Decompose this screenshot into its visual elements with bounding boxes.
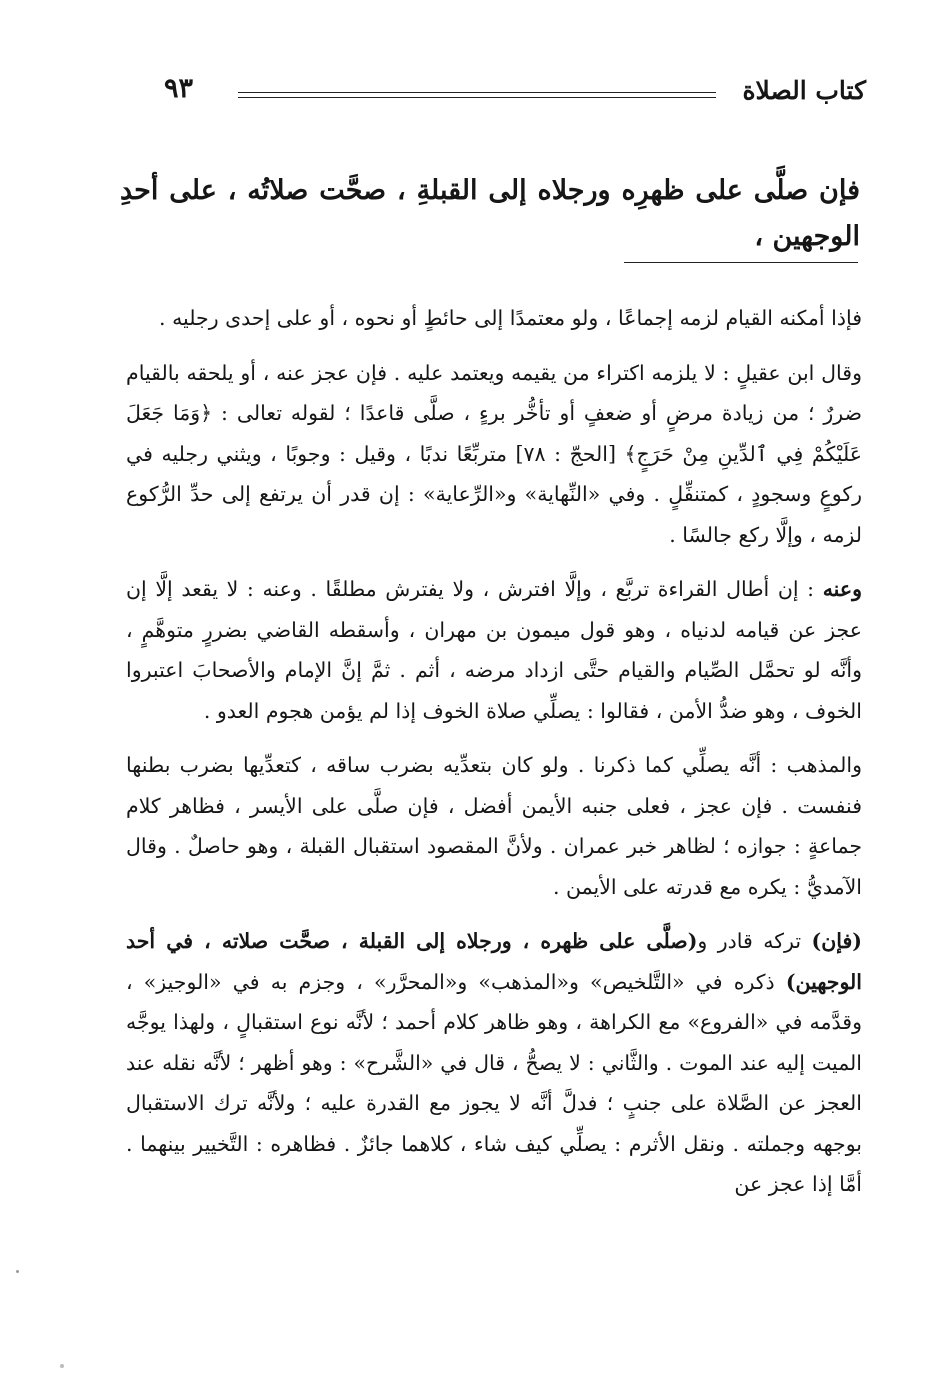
paragraph-1 <box>126 298 862 339</box>
paragraph-1-text: فإذا أمكنه القيام لزمه إجماعًا ، ولو معتمدًا إلى حائطٍ أو نحوه ، أو على إحدى رجليه . <box>159 306 862 330</box>
matn-separator-rule <box>624 262 858 263</box>
paragraph-4 <box>126 745 862 907</box>
running-header <box>160 70 866 114</box>
paragraph-5-mid: تركه قادر و <box>697 929 802 953</box>
commentary-body <box>126 298 862 1215</box>
paragraph-2 <box>126 353 862 556</box>
header-rule-secondary <box>238 97 716 98</box>
paragraph-3-lead: وعنه <box>822 577 862 601</box>
page-number: ٩٣ <box>164 73 194 104</box>
paragraph-5 <box>126 921 862 1205</box>
paragraph-3-text: : إن أطال القراءة تربَّع ، وإلَّا افترش ، ولا يفترش مطلقًا . وعنه : لا يقعد إلَّا إن عجز عن قيامه لدنياه ، وهو قول ميمون بن مهران ، وأسقطه القاضي بضررٍ متوهَّمٍ ، وأنَّه لو تحمَّل الصِّيام والقيام حتَّى ازداد مرضه ، أثم . ثمَّ إنَّ الإمام والأصحابَ اعتبروا الخوف ، وهو ضدُّ الأمن ، فقالوا : يصلِّي صلاة الخوف إذا لم يؤمن هجوم العدو . <box>126 577 862 723</box>
header-rule <box>238 92 716 93</box>
paragraph-5-quote: (صلَّى على ظهره ، ورجلاه إلى القبلة ، صحَّت صلاته ، في أحد الوجهين) <box>126 929 862 994</box>
paragraph-2-text: وقال ابن عقيلٍ : لا يلزمه اكتراء من يقيمه ويعتمد عليه . فإن عجز عنه ، أو يلحقه بالقيام ضررٌ ؛ من زيادة مرضٍ أو ضعفٍ أو تأخُّر برءٍ ، صلَّى قاعدًا ؛ لقوله تعالى : ﴿وَمَا جَعَلَ عَلَيْكُمْ فِي ٱلدِّينِ مِنْ حَرَجٍ﴾ [الحجّ : ٧٨] متربِّعًا ندبًا ، وقيل : وجوبًا ، ويثني رجليه في ركوعٍ وسجودٍ ، كمتنفِّلٍ . وفي «النِّهاية» و«الرِّعاية» : إن قدر أن يرتفع إلى حدِّ الرُّكوع لزمه ، وإلَّا ركع جالسًا . <box>126 360 862 547</box>
matn-text: فإن صلَّى على ظهرِه ورجلاه إلى القبلةِ ، صحَّت صلاتُه ، على أحدِ الوجهين ، <box>120 175 860 252</box>
paragraph-4-text: والمذهب : أنَّه يصلِّي كما ذكرنا . ولو كان بتعدِّيه بضرب ساقه ، كتعدِّيها بضرب بطنها فنفست . فإن عجز ، فعلى جنبه الأيمن أفضل ، فإن صلَّى على الأيسر ، فظاهر كلام جماعةٍ : جوازه ؛ لظاهر خبر عمران . ولأنَّ المقصود استقبال القبلة ، وهو حاصلٌ . وقال الآمديُّ : يكره مع قدرته على الأيمن . <box>126 753 862 899</box>
paragraph-5-text: ذكره في «التَّلخيص» و«المذهب» و«المحرَّر» ، وجزم به في «الوجيز» ، وقدَّمه في «الفروع» مع الكراهة ، وهو ظاهر كلام أحمد ؛ لأنَّه نوع استقبالٍ ، ولهذا يوجَّه الميت إليه عند الموت . والثَّاني : لا يصحُّ ، قال في «الشَّرح» : وهو أظهر ؛ لأنَّه نقله عند العجز عن الصَّلاة على جنبٍ ؛ فدلَّ أنَّه لا يجوز مع القدرة عليه ؛ ولأنَّه ترك الاستقبال بوجهه وجملته . ونقل الأثرم : يصلِّي كيف شاء ، كلاهما جائزٌ . فظاهره : التَّخيير بينهما . أمَّا إذا عجز عن <box>126 969 862 1196</box>
paragraph-3 <box>126 569 862 731</box>
scan-speck <box>16 1270 19 1273</box>
scan-speck-bottom <box>60 1364 64 1368</box>
paragraph-5-lead: (فإن) <box>811 929 862 953</box>
book-title: كتاب الصلاة <box>742 76 866 105</box>
